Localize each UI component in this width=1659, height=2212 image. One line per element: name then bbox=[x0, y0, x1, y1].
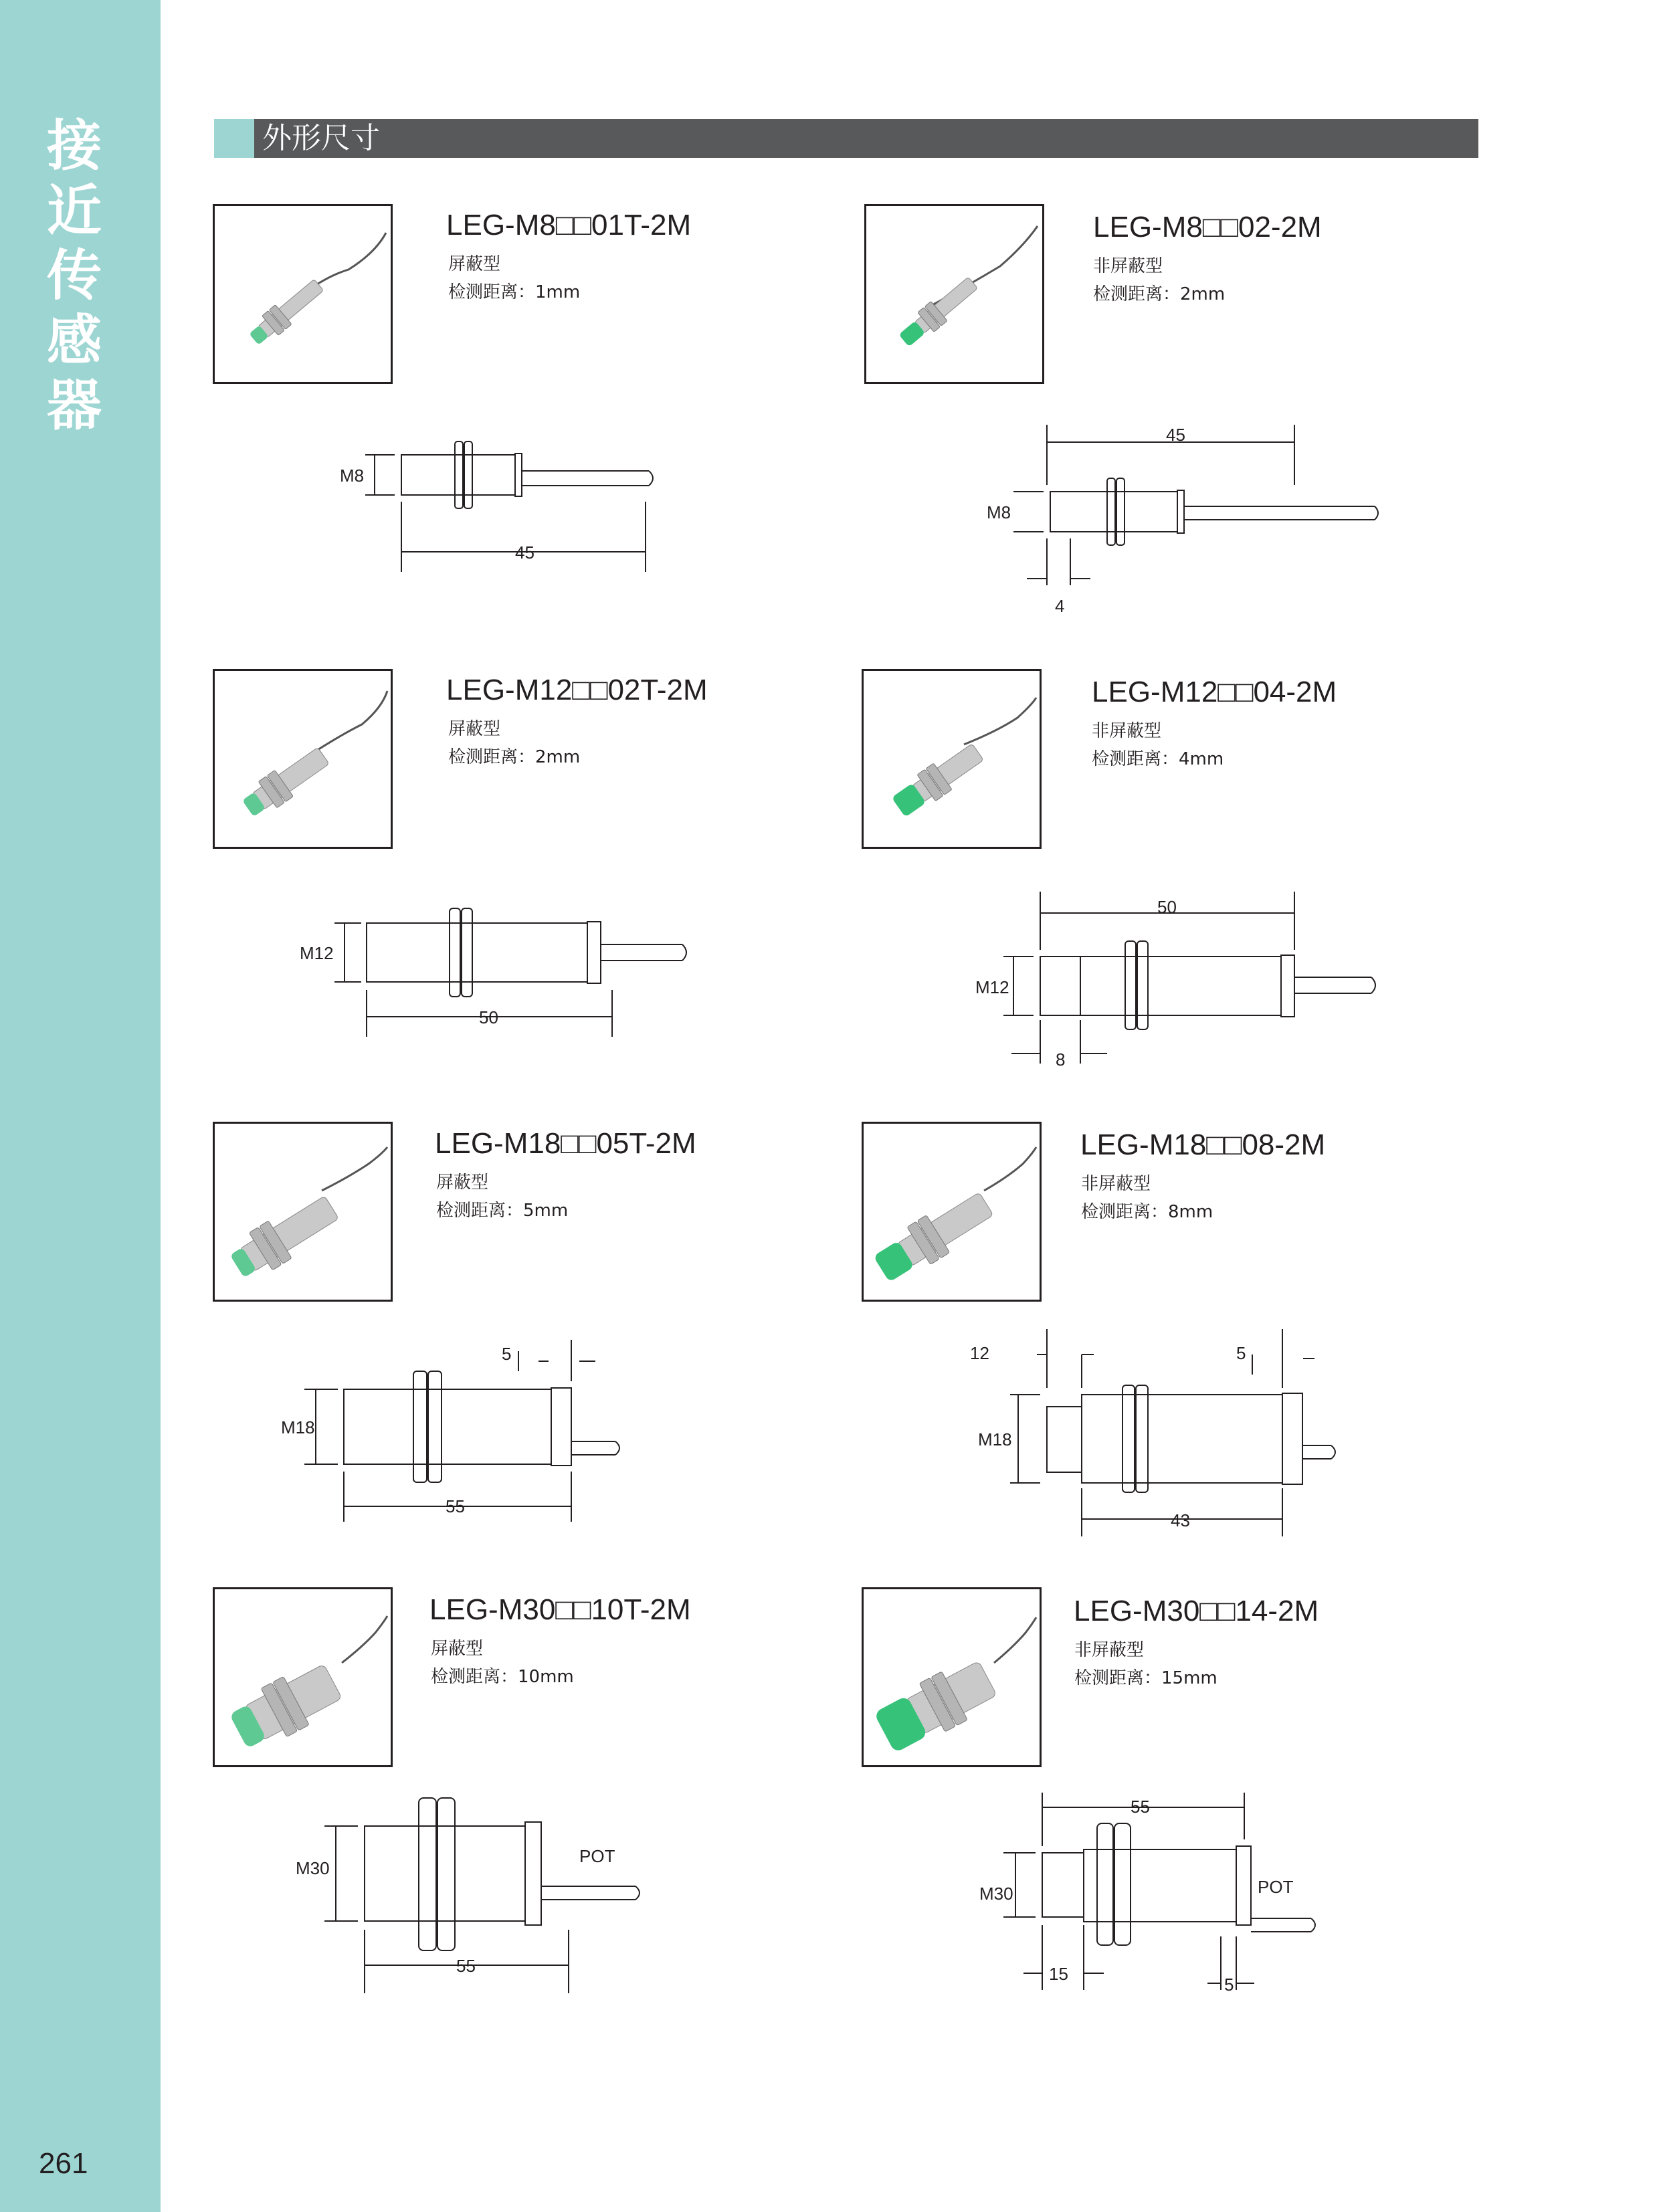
section-header bbox=[214, 119, 1478, 158]
product-photo bbox=[213, 204, 393, 384]
sidebar bbox=[0, 0, 161, 2212]
dim-length: 43 bbox=[1171, 1510, 1190, 1530]
product-model: LEG-M12□□04-2M bbox=[1092, 676, 1337, 708]
product-model: LEG-M30□□10T-2M bbox=[429, 1593, 691, 1626]
product-photo bbox=[213, 1587, 393, 1767]
dimension-drawing bbox=[274, 1334, 649, 1535]
product-detect-distance: 检测距离：8mm bbox=[1081, 1202, 1213, 1222]
dim-thread: M8 bbox=[987, 502, 1011, 522]
dim-pot: POT bbox=[1258, 1877, 1294, 1897]
dim-length: 45 bbox=[515, 542, 534, 563]
dim-length: 55 bbox=[456, 1956, 476, 1976]
product-detect-distance: 检测距离：10mm bbox=[431, 1667, 574, 1687]
product-type: 屏蔽型 bbox=[448, 254, 501, 274]
dim-length: 45 bbox=[1166, 425, 1185, 445]
product-detect-distance: 检测距离：4mm bbox=[1092, 749, 1224, 769]
product-model: LEG-M8□□01T-2M bbox=[446, 209, 692, 241]
dim-thread: M12 bbox=[300, 943, 334, 963]
sidebar-title: 接近传感器 bbox=[46, 114, 102, 437]
dim-thread: M12 bbox=[975, 977, 1009, 997]
dim-nose: 4 bbox=[1055, 596, 1065, 616]
product-model: LEG-M18□□05T-2M bbox=[435, 1127, 696, 1160]
product-model: LEG-M8□□02-2M bbox=[1093, 211, 1322, 243]
dim-length: 55 bbox=[446, 1496, 465, 1516]
dim-thread: M30 bbox=[296, 1858, 330, 1878]
dim-length: 50 bbox=[1157, 897, 1177, 917]
dim-nose: 8 bbox=[1056, 1049, 1066, 1070]
dimension-drawing bbox=[973, 418, 1401, 619]
dim-thread: M18 bbox=[281, 1417, 315, 1437]
dim-tail: 5 bbox=[1236, 1343, 1246, 1363]
product-type: 屏蔽型 bbox=[448, 719, 501, 739]
dimension-drawing bbox=[970, 1328, 1351, 1542]
product-detect-distance: 检测距离：15mm bbox=[1074, 1668, 1217, 1688]
product-detect-distance: 检测距离：1mm bbox=[448, 282, 581, 302]
product-photo bbox=[213, 1122, 393, 1302]
product-photo bbox=[864, 204, 1044, 384]
product-detect-distance: 检测距离：2mm bbox=[1093, 284, 1226, 304]
product-type: 非屏蔽型 bbox=[1074, 1640, 1145, 1660]
dim-thread: M18 bbox=[978, 1429, 1012, 1449]
dim-length: 50 bbox=[479, 1007, 498, 1027]
product-photo bbox=[213, 669, 393, 849]
product-model: LEG-M18□□08-2M bbox=[1080, 1128, 1326, 1161]
product-model: LEG-M12□□02T-2M bbox=[446, 674, 708, 706]
section-title: 外形尺寸 bbox=[262, 121, 380, 155]
product-detect-distance: 检测距离：2mm bbox=[448, 747, 581, 767]
dim-pot: POT bbox=[579, 1846, 615, 1866]
product-model: LEG-M30□□14-2M bbox=[1074, 1595, 1319, 1627]
product-type: 非屏蔽型 bbox=[1093, 256, 1163, 276]
section-accent bbox=[214, 119, 254, 158]
dim-thread: M8 bbox=[340, 466, 365, 486]
product-type: 非屏蔽型 bbox=[1092, 721, 1162, 741]
product-photo bbox=[862, 1122, 1042, 1302]
dimension-drawing bbox=[294, 896, 709, 1043]
product-type: 屏蔽型 bbox=[431, 1639, 484, 1659]
dimension-drawing bbox=[963, 886, 1391, 1080]
dim-tail: 5 bbox=[1224, 1975, 1234, 1995]
dim-nose: 12 bbox=[970, 1343, 989, 1363]
product-photo bbox=[862, 669, 1042, 849]
page-number: 261 bbox=[39, 2147, 88, 2180]
dim-length: 55 bbox=[1131, 1797, 1150, 1817]
product-type: 非屏蔽型 bbox=[1081, 1174, 1151, 1194]
product-detect-distance: 检测距离：5mm bbox=[436, 1201, 569, 1221]
dim-nose: 15 bbox=[1049, 1964, 1068, 1984]
product-photo bbox=[862, 1587, 1042, 1767]
product-type: 屏蔽型 bbox=[436, 1173, 489, 1193]
dim-tail: 5 bbox=[502, 1344, 512, 1364]
dim-thread: M30 bbox=[979, 1884, 1013, 1904]
dimension-drawing bbox=[288, 1779, 662, 2000]
dimension-drawing bbox=[328, 428, 743, 582]
dimension-drawing bbox=[970, 1786, 1358, 2007]
